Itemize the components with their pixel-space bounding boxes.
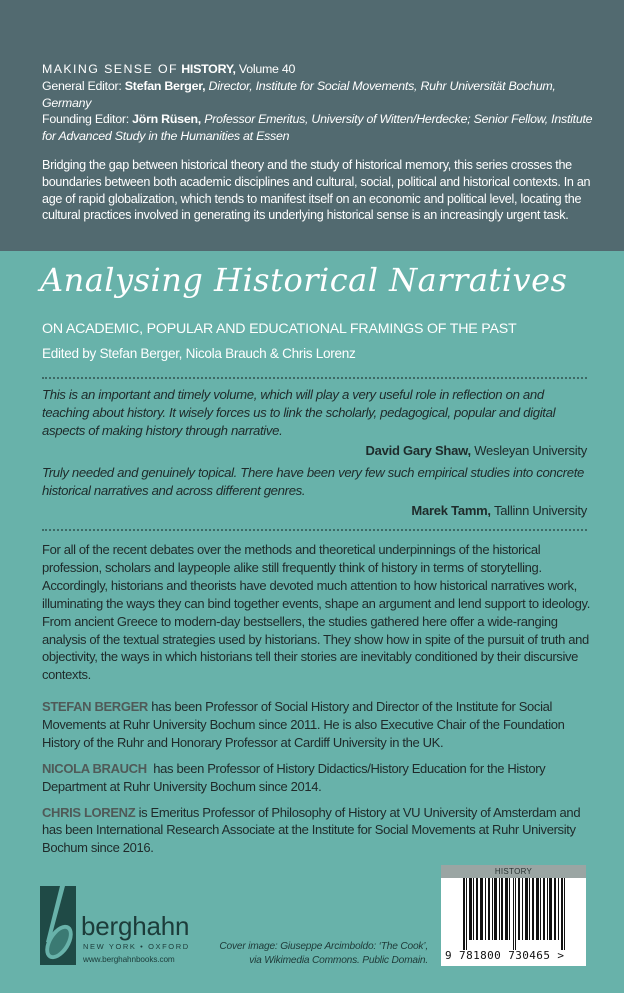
cover-credit-line-2: via Wikimedia Commons. Public Domain. xyxy=(249,954,428,966)
founding-editor-label: Founding Editor: xyxy=(42,112,129,127)
series-title-line xyxy=(42,61,602,78)
series-description: Bridging the gap between historical theory and the study of historical memory, this series crosses the boundaries between both academic disciplines and cultural, social, political and historical contexts. In an age of rapid globalization, which tends to manifest itself on an economic and political level, locating the cultural practices involved in generating its underlying historical sense is an increasingly urgent task. xyxy=(42,158,591,223)
isbn-number: 9 781800 730465 > xyxy=(445,949,565,962)
endorsement-attribution xyxy=(42,442,587,460)
series-editors-block xyxy=(42,61,602,145)
endorsements xyxy=(42,386,587,520)
endorsement-author: David Gary Shaw, xyxy=(365,443,471,458)
cover-credit-line-1: Cover image: Giuseppe Arcimboldo: ‘The Cook’, xyxy=(219,941,428,952)
founding-editor-role: Professor Emeritus, University of Witten/Herdecke; Senior Fellow, Institute for Advanced Study in the Humanities at Essen xyxy=(42,112,593,144)
book-editors: Edited by Stefan Berger, Nicola Brauch & Chris Lorenz xyxy=(42,346,356,361)
barcode-bars-icon xyxy=(463,878,567,950)
general-editor-line xyxy=(42,78,602,112)
cover-image-credit xyxy=(198,940,428,967)
bio-text: has been Professor of History Didactics/History Education for the History Department at Ruhr University Bochum since 2014. xyxy=(42,760,549,794)
publisher-name: berghahn xyxy=(81,911,190,941)
barcode-category-label: HISTORY xyxy=(441,865,586,878)
endorsement-quote: Truly needed and genuinely topical. There have been very few such empirical studies into concrete historical narratives and across different genres. xyxy=(42,465,584,498)
editor-bios xyxy=(42,698,592,865)
book-title: Analysing Historical Narratives xyxy=(40,261,568,299)
bio-item xyxy=(42,804,592,858)
publisher-url[interactable]: www.berghahnbooks.com xyxy=(83,955,175,964)
dotted-divider-bottom xyxy=(42,529,587,531)
founding-editor-line xyxy=(42,111,602,145)
general-editor-name: Stefan Berger, xyxy=(124,78,206,93)
endorsement-quote: This is an important and timely volume, which will play a very useful role in reflection on and teaching about history. It wisely forces us to link the scholarly, pedagogical, popular and digital aspects of making history through narrative. xyxy=(42,387,556,438)
series-volume: Volume 40 xyxy=(238,62,296,76)
bio-text: has been Professor of Social History and Director of the Institute for Social Movements at Ruhr University Bochum since 2011. He is also Executive Chair of the Foundation History of the Ruhr and Honorary Professor at Cardiff University in the UK. xyxy=(42,699,565,750)
series-name-bold: HISTORY, xyxy=(181,62,236,76)
book-subtitle: ON ACADEMIC, POPULAR AND EDUCATIONAL FRAMINGS OF THE PAST xyxy=(42,321,517,337)
bio-name: CHRIS LORENZ xyxy=(42,804,136,820)
bio-name: NICOLA BRAUCH xyxy=(42,760,147,776)
founding-editor-name: Jörn Rüsen, xyxy=(132,112,201,127)
series-info-band xyxy=(0,0,624,251)
berghahn-b-logo-icon xyxy=(40,886,76,965)
bio-item xyxy=(42,698,592,752)
bio-item xyxy=(42,760,592,796)
general-editor-label: General Editor: xyxy=(42,78,122,93)
general-editor-role: Director, Institute for Social Movements, Ruhr Universität Bochum, Germany xyxy=(42,78,556,110)
endorsement-author: Marek Tamm, xyxy=(411,503,491,518)
endorsement-item xyxy=(42,464,587,520)
endorsement-attribution xyxy=(42,502,587,520)
endorsement-affiliation: Tallinn University xyxy=(493,503,587,518)
book-description: For all of the recent debates over the methods and theoretical underpinnings of the historical profession, scholars and laypeople alike still frequently think of history in terms of storytelling. Accordingly, historians and theorists have devoted much attention to how historical narratives work, illuminating the ways they can bind together events, shape an argument and lend support to ideology. From ancient Greece to modern-day bestsellers, the studies gathered here offer a wide-ranging analysis of the textual strategies used by historians. They show how in spite of the pursuit of truth and objectivity, the ways in which historians tell their stories are inevitably conditioned by their discursive contexts. xyxy=(42,542,590,683)
bio-name: STEFAN BERGER xyxy=(42,699,148,714)
endorsement-affiliation: Wesleyan University xyxy=(474,443,587,458)
dotted-divider-top xyxy=(42,377,587,379)
isbn-barcode xyxy=(441,865,586,966)
publisher-cities: NEW YORK • OXFORD xyxy=(83,942,190,951)
series-name-caps: MAKING SENSE OF xyxy=(42,62,178,76)
bio-text: is Emeritus Professor of Philosophy of History at VU University of Amsterdam and has been International Research Associate at the Institute for Social Movements at Ruhr University Bochum since 2016. xyxy=(42,804,581,856)
endorsement-item xyxy=(42,386,587,460)
